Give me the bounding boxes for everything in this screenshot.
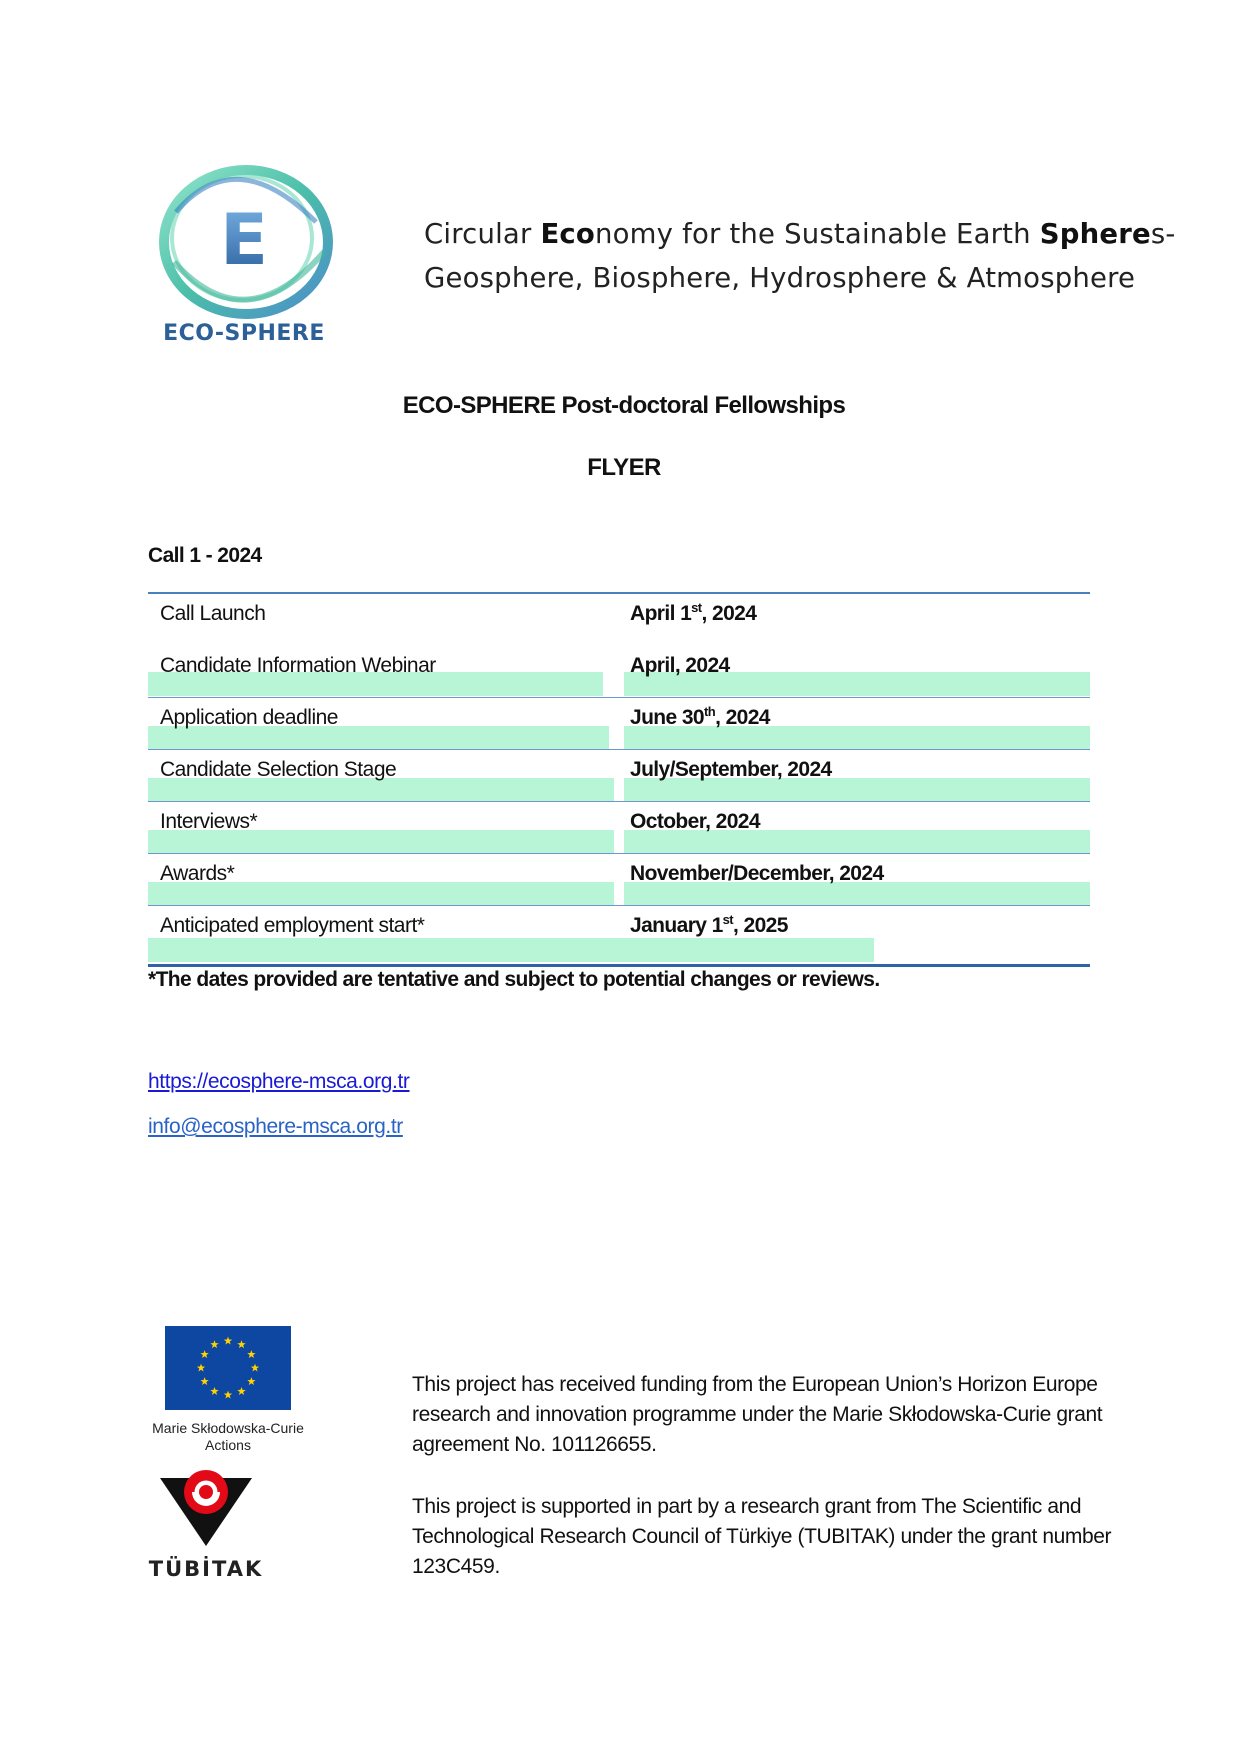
table-row <box>148 750 1090 802</box>
document-title: ECO-SPHERE Post-doctoral Fellowships <box>402 392 846 419</box>
milestone-label: Application deadline <box>160 706 338 729</box>
logo-letter-e: E <box>220 199 268 281</box>
website-link[interactable]: https://ecosphere-msca.org.tr <box>148 1070 410 1093</box>
milestone-date: November/December, 2024 <box>630 862 884 885</box>
table-row <box>148 906 1090 962</box>
msca-caption: Marie Skłodowska-Curie Actions <box>152 1420 304 1453</box>
logo-wordmark: ECO-SPHERE <box>163 321 325 346</box>
milestone-label: Interviews* <box>160 810 258 833</box>
milestone-label: Candidate Information Webinar <box>160 654 436 677</box>
milestone-date: April 1st, 2024 <box>630 600 757 625</box>
milestone-label: Call Launch <box>160 602 266 625</box>
milestone-date: January 1st, 2025 <box>630 912 788 937</box>
milestone-label: Anticipated employment start* <box>160 914 425 937</box>
call-heading: Call 1 - 2024 <box>148 544 262 567</box>
eu-funding-statement: This project has received funding from the European Union’s Horizon Europe research and innovation programme under the Marie Skłodowska-Curie grant agreement No. 101126655. <box>412 1373 1103 1456</box>
eu-flag-logo <box>165 1326 291 1410</box>
tubitak-funding-statement: This project is supported in part by a research grant from The Scientific and Technological Research Council of Türkiye (TUBITAK) under the grant number 123C459. <box>412 1495 1112 1578</box>
document-subtitle: FLYER <box>587 454 661 481</box>
email-link[interactable]: info@ecosphere-msca.org.tr <box>148 1115 403 1138</box>
tubitak-logo <box>148 1456 264 1582</box>
table-row <box>148 854 1090 906</box>
table-row <box>148 594 1090 646</box>
highlight-band <box>148 938 874 962</box>
milestone-label: Awards* <box>160 862 235 885</box>
milestone-date: April, 2024 <box>630 654 730 677</box>
eco-sphere-logo <box>146 152 342 358</box>
table-row <box>148 646 1090 698</box>
schedule-table <box>148 592 1090 967</box>
milestone-date: October, 2024 <box>630 810 760 833</box>
milestone-label: Candidate Selection Stage <box>160 758 397 781</box>
project-name-line-1: Circular Economy for the Sustainable Earth Spheres- <box>424 218 1176 250</box>
table-row <box>148 802 1090 854</box>
table-row <box>148 698 1090 750</box>
dates-footnote: *The dates provided are tentative and subject to potential changes or reviews. <box>148 968 880 991</box>
project-name-line-2: Geosphere, Biosphere, Hydrosphere & Atmosphere <box>424 262 1136 294</box>
milestone-date: July/September, 2024 <box>630 758 832 781</box>
tubitak-wordmark: TÜBİTAK <box>148 1557 264 1581</box>
milestone-date: June 30th, 2024 <box>630 704 770 729</box>
